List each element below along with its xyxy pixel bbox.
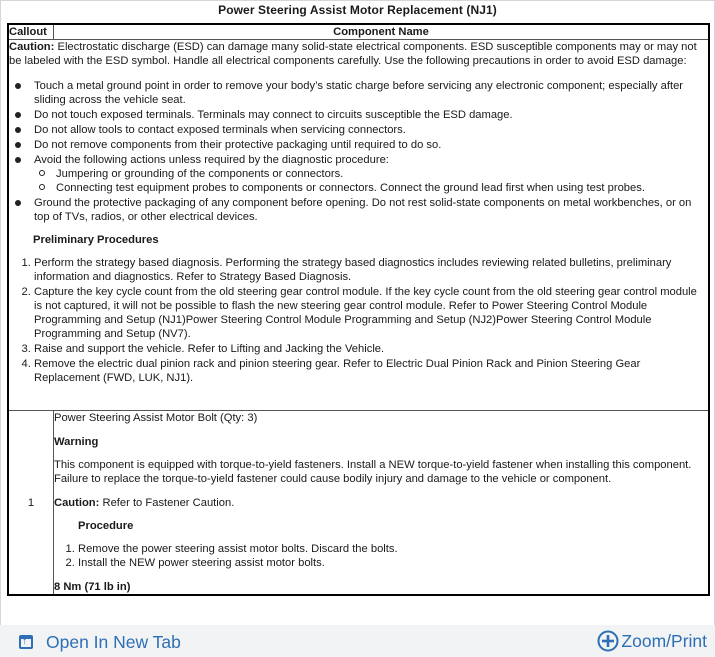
step-item: 1. Perform the strategy based diagnosis. Performing the strategy based diagnostics includes reviewing related bulletins, preliminary information and diagnostics. Refer to Strategy Based Diagnosis. xyxy=(34,256,708,284)
component-name: Power Steering Assist Motor Bolt (Qty: 3) xyxy=(54,412,258,424)
step-item: 1. Remove the power steering assist motor bolts. Discard the bolts. xyxy=(78,542,708,556)
list-item: Touch a metal ground point in order to remove your body’s static charge before servicing any electronic component; especially after sliding across the vehicle seat. xyxy=(34,79,708,107)
open-in-new-tab-link[interactable] xyxy=(19,631,181,653)
list-item: Ground the protective packaging of any component before opening. Do not rest solid-state components on metal workbenches, or on top of TVs, radios, or other electrical devices. xyxy=(34,196,708,224)
sub-list-item: Jumpering or grounding of the components or connectors. xyxy=(56,167,708,181)
step-item: 4. Remove the electric dual pinion rack and pinion steering gear. Refer to Electric Dual Pinion Rack and Pinion Steering Gear Replacement (FWD, LUK, NJ1). xyxy=(34,357,708,385)
footer-bar xyxy=(0,625,715,657)
callout-header: Callout xyxy=(8,24,54,40)
intro-row xyxy=(8,40,709,411)
esd-precautions-list xyxy=(9,79,708,224)
caution-label: Caution: xyxy=(9,41,55,53)
caution-text: Refer to Fastener Caution. xyxy=(99,497,235,509)
esd-caution xyxy=(9,40,708,68)
list-item: Do not touch exposed terminals. Terminals may connect to circuits susceptible the ESD damage. xyxy=(34,108,708,122)
open-in-new-tab-icon xyxy=(19,635,33,649)
procedure-steps-list xyxy=(54,542,708,570)
fastener-caution xyxy=(54,496,708,510)
list-item: Do not remove components from their protective packaging until required to do so. xyxy=(34,138,708,152)
zoom-print-label: Zoom/Print xyxy=(621,630,707,651)
warning-heading: Warning xyxy=(54,436,99,448)
component-name-header: Component Name xyxy=(54,24,710,40)
torque-spec: 8 Nm (71 lb in) xyxy=(54,581,131,593)
preliminary-steps-list xyxy=(9,256,708,385)
caution-text: Electrostatic discharge (ESD) can damage many solid-state electrical components. ESD susceptible components may or may not be labeled with the ESD symbol. Handle all electrical components carefully. Use the following precautions in order to avoid ESD damage: xyxy=(9,41,697,67)
step-item: 2. Capture the key cycle count from the old steering gear control module. If the key cycle count from the old steering gear control module is not captured, it will not be possible to flash the new steering gear control module. Refer to Power Steering Control Module Programming and Setup (NJ1)Power Steering Control Module Programming and Setup (NJ2)Power Steering Control Module Programming and Setup (NV7). xyxy=(34,285,708,341)
document-title: Power Steering Assist Motor Replacement (NJ1) xyxy=(218,3,497,17)
table-row xyxy=(8,411,709,596)
plus-circle-icon xyxy=(597,630,619,652)
step-item: 3. Raise and support the vehicle. Refer to Lifting and Jacking the Vehicle. xyxy=(34,342,708,356)
list-item xyxy=(34,153,708,195)
caution-label: Caution: xyxy=(54,497,100,509)
intro-cell xyxy=(8,40,709,411)
callout-number: 1 xyxy=(8,411,54,596)
sub-list-item: Connecting test equipment probes to components or connectors. Connect the ground lead first when using test probes. xyxy=(56,181,708,195)
list-item-text: Avoid the following actions unless required by the diagnostic procedure: xyxy=(34,154,389,166)
component-detail-cell xyxy=(54,411,710,596)
warning-text: This component is equipped with torque-to-yield fasteners. Install a NEW torque-to-yield fastener when installing this component. Failure to replace the torque-to-yield fastener could cause bodily injury and damage to the vehicle or component. xyxy=(54,459,692,485)
list-item: Do not allow tools to contact exposed terminals when servicing connectors. xyxy=(34,123,708,137)
procedure-heading: Procedure xyxy=(78,520,134,532)
zoom-print-link[interactable] xyxy=(597,629,707,653)
preliminary-procedures-heading: Preliminary Procedures xyxy=(33,234,159,246)
open-in-new-tab-label: Open In New Tab xyxy=(46,631,181,652)
step-item: 2. Install the NEW power steering assist motor bolts. xyxy=(78,556,708,570)
avoid-actions-sublist xyxy=(34,167,708,195)
component-table xyxy=(7,23,710,596)
table-header-row xyxy=(8,24,709,40)
